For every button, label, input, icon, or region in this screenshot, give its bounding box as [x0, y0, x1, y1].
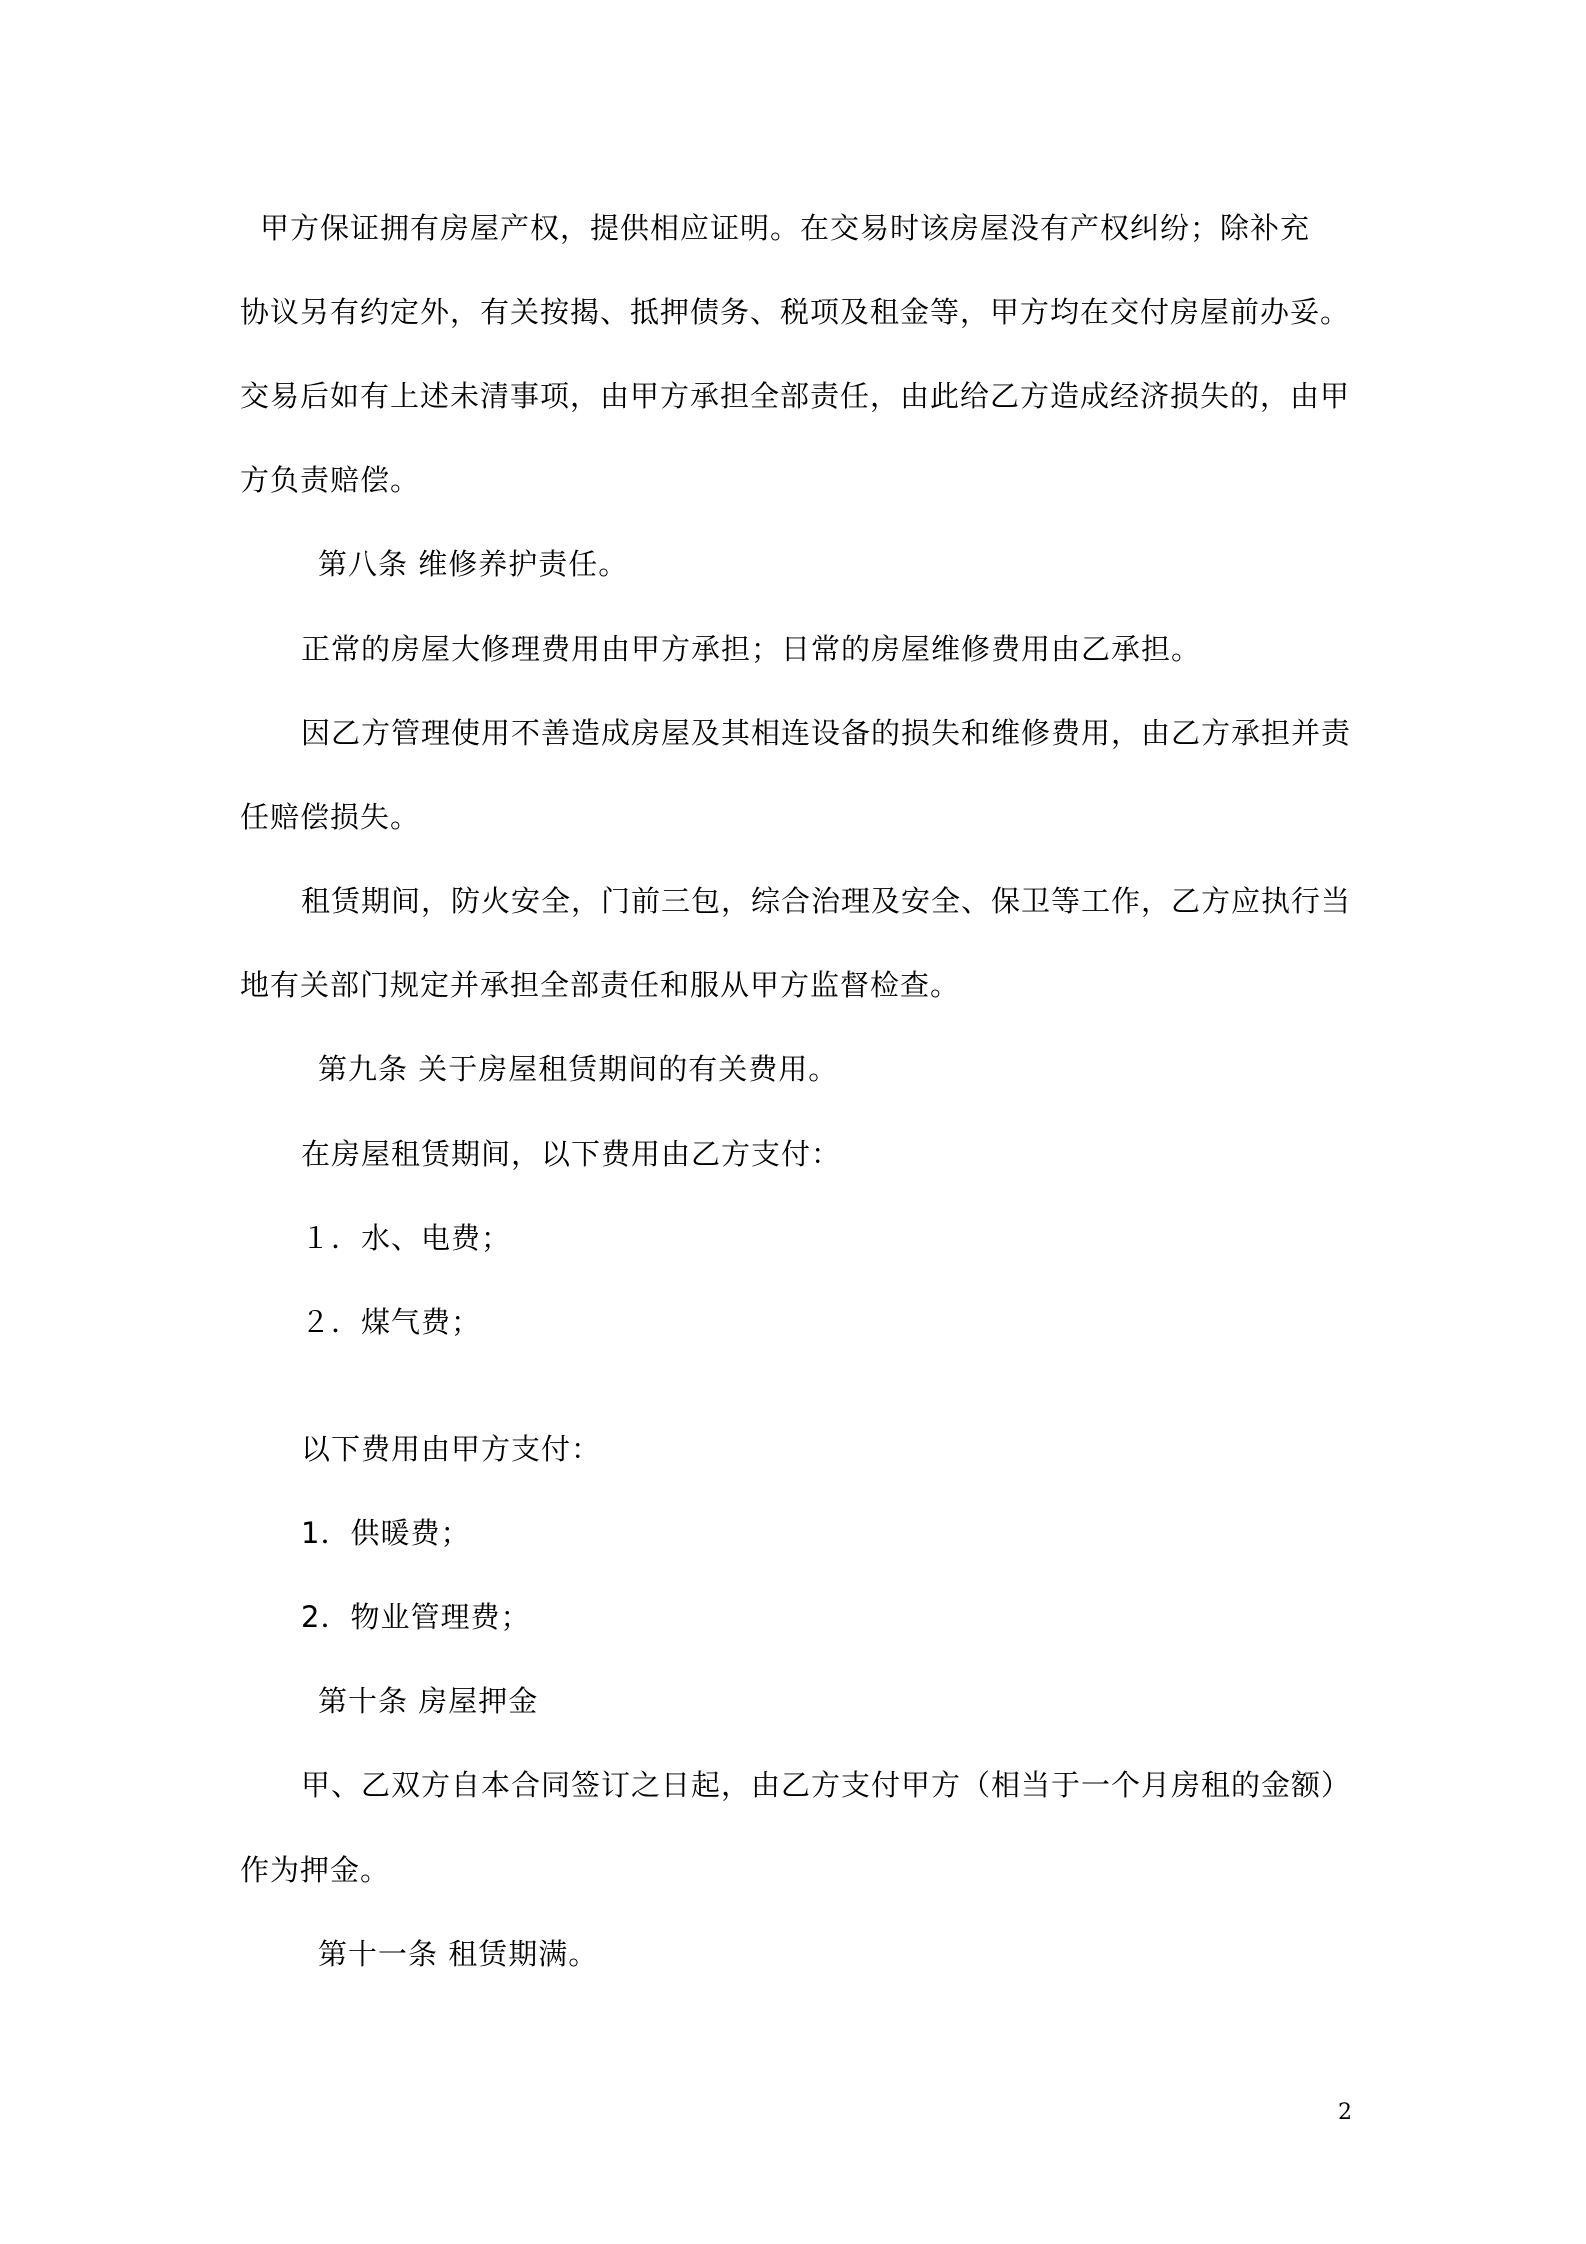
section-heading: 第十一条 租赁期满。 — [318, 1937, 599, 1971]
paragraph-line: 正常的房屋大修理费用由甲方承担；日常的房屋维修费用由乙承担。 — [301, 632, 1202, 666]
section-heading: 第十条 房屋押金 — [318, 1684, 539, 1718]
paragraph-line: 方负责赔偿。 — [240, 463, 421, 497]
list-item: ２．煤气费； — [301, 1305, 482, 1339]
paragraph-line: 交易后如有上述未清事项，由甲方承担全部责任，由此给乙方造成经济损失的，由甲 — [240, 379, 1351, 413]
paragraph-line: 任赔偿损失。 — [240, 800, 421, 834]
list-item: 1．供暖费； — [301, 1516, 471, 1550]
paragraph-line: 甲、乙双方自本合同签订之日起，由乙方支付甲方（相当于一个月房租的金额） — [301, 1768, 1352, 1802]
section-heading: 第九条 关于房屋租赁期间的有关费用。 — [318, 1052, 839, 1086]
page-number: 2 — [1338, 2100, 1352, 2125]
paragraph-line: 作为押金。 — [240, 1853, 391, 1887]
paragraph-line: 租赁期间，防火安全，门前三包，综合治理及安全、保卫等工作，乙方应执行当 — [301, 884, 1352, 918]
paragraph-line: 在房屋租赁期间，以下费用由乙方支付： — [301, 1137, 842, 1171]
paragraph-line: 地有关部门规定并承担全部责任和服从甲方监督检查。 — [240, 968, 961, 1002]
paragraph-line: 甲方保证拥有房屋产权，提供相应证明。在交易时该房屋没有产权纠纷；除补充 — [260, 211, 1311, 245]
paragraph-line: 因乙方管理使用不善造成房屋及其相连设备的损失和维修费用，由乙方承担并责 — [301, 716, 1352, 750]
section-heading: 第八条 维修养护责任。 — [318, 547, 629, 581]
list-item: 2．物业管理费； — [301, 1600, 531, 1634]
paragraph-line: 协议另有约定外，有关按揭、抵押债务、税项及租金等，甲方均在交付房屋前办妥。 — [240, 295, 1351, 329]
list-item: １．水、电费； — [301, 1221, 512, 1255]
paragraph-line: 以下费用由甲方支付： — [301, 1432, 602, 1466]
